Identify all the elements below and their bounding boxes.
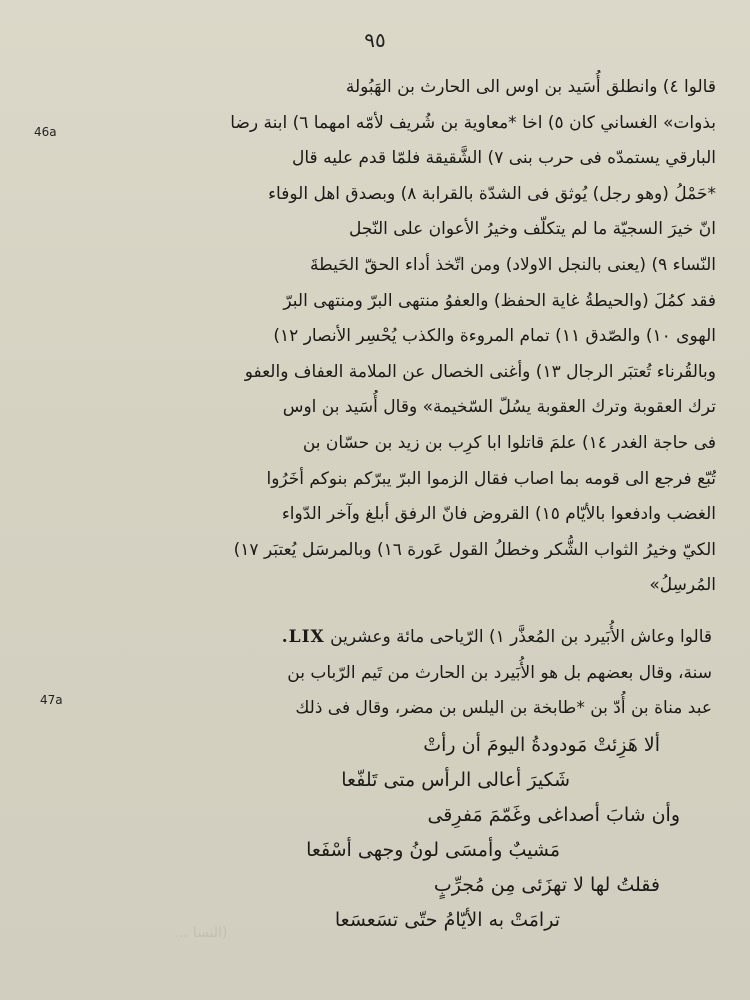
prose-line: الكيّ وخيرُ الثواب الشُّكر وخطلُ القول عَورة ١٦) وبالمرسَل يُعتبَر ١٧) [233, 539, 716, 560]
prose-line: وبالقُرناء تُعتبَر الرجال ١٣) وأغنى الخصال عن الملامة العفاف والعفو [244, 361, 716, 382]
poem-line: وأن شابَ أصداغى وغَمّمَ مَفرِقى [427, 804, 680, 826]
prose-line: البارقي يستمدّه فى حرب بنى ٧) الشَّقيقة فلمّا قدم عليه قال [292, 148, 716, 169]
section-text: قالوا وعاش الأُبَيرد بن المُعذَّر ١) الرّياحى مائة وعشرين [330, 627, 712, 647]
prose-block [48, 70, 716, 604]
section-line: عبد مناة بن أُدّ بن *طابخة بن اليلس بن مضر، وقال فى ذلك [295, 698, 712, 719]
poem-line: ألا هَزِئتْ مَودودةُ اليومَ أن رأتْ [423, 734, 660, 756]
page-number: ٩٥ [364, 28, 386, 52]
prose-line: قالوا ٤) وانطلق أُسَيد بن اوس الى الحارث بن الهَبُولة [345, 77, 716, 97]
section-heading [32, 620, 712, 727]
poem-line: فقلتُ لها لا تهزَئى مِن مُجرِّبٍ [433, 874, 660, 896]
prose-line: المُرسِلُ» [649, 575, 716, 596]
section-line: سنة، وقال بعضهم بل هو الأُبَيرد بن الحارث من تَيم الرّباب بن [287, 662, 712, 683]
prose-line: بذوات» الغساني كان ٥) اخا *معاوية بن شُريف لأمّه امهما ٦) ابنة رضا [230, 112, 716, 133]
prose-line: *حَمْلُ (وهو رجل) يُوثق فى الشدّة بالقرابة ٨) وبصدق اهل الوفاء [268, 183, 716, 204]
poem-line: ترامَتْ به الأيّامُ حتّى تسَعسَعا [334, 909, 560, 931]
margin-folio-note: 46a [34, 125, 57, 139]
poem-line: مَشيبٌ وأمسَى لونُ وجهى أسْفَعا [306, 839, 560, 861]
section-numeral: LIX. [281, 627, 325, 647]
prose-line: النّساء ٩) (يعنى بالنجل الاولاد) ومن اتّخذ أداء الحقّ الحَيطةَ [310, 254, 716, 275]
poem-block [270, 728, 690, 938]
margin-folio-note: 47a [40, 693, 63, 707]
prose-line: تُبّع فرجع الى قومه بما اصاب فقال الزموا البرّ يبرّكم بنوكم أخَرُوا [266, 468, 716, 489]
prose-line: الهوى ١٠) والصّدق ١١) تمام المروءة والكذب يُحْسِر الأنصار ١٢) [273, 326, 716, 347]
section-first-line [32, 620, 712, 656]
poem-line: شَكيرَ أعالى الرأس متى تَلفّعا [341, 769, 570, 791]
bleed-through-text: (النسا ... [175, 925, 228, 941]
prose-line: الغضب وادفعوا بالأيّام ١٥) القروض فانّ الرفق أبلغ وآخر الدّواء [281, 504, 716, 525]
prose-line: ترك العقوبة وترك العقوبة يسُلّ السّخيمة» وقال أُسَيد بن اوس [282, 397, 716, 418]
prose-line: انّ خيرَ السجيّة ما لم يتكلّف وخيرُ الأعوان على النّجل [348, 219, 716, 240]
prose-line: فى حاجة الغدر ١٤) علمَ قاتلوا ابا كرِب بن زيد بن حسّان بن [302, 432, 716, 453]
prose-line: فقد كمُلَ (والحيطةُ غاية الحفظ) والعفوُ منتهى البرّ ومنتهى البرّ [283, 290, 716, 311]
